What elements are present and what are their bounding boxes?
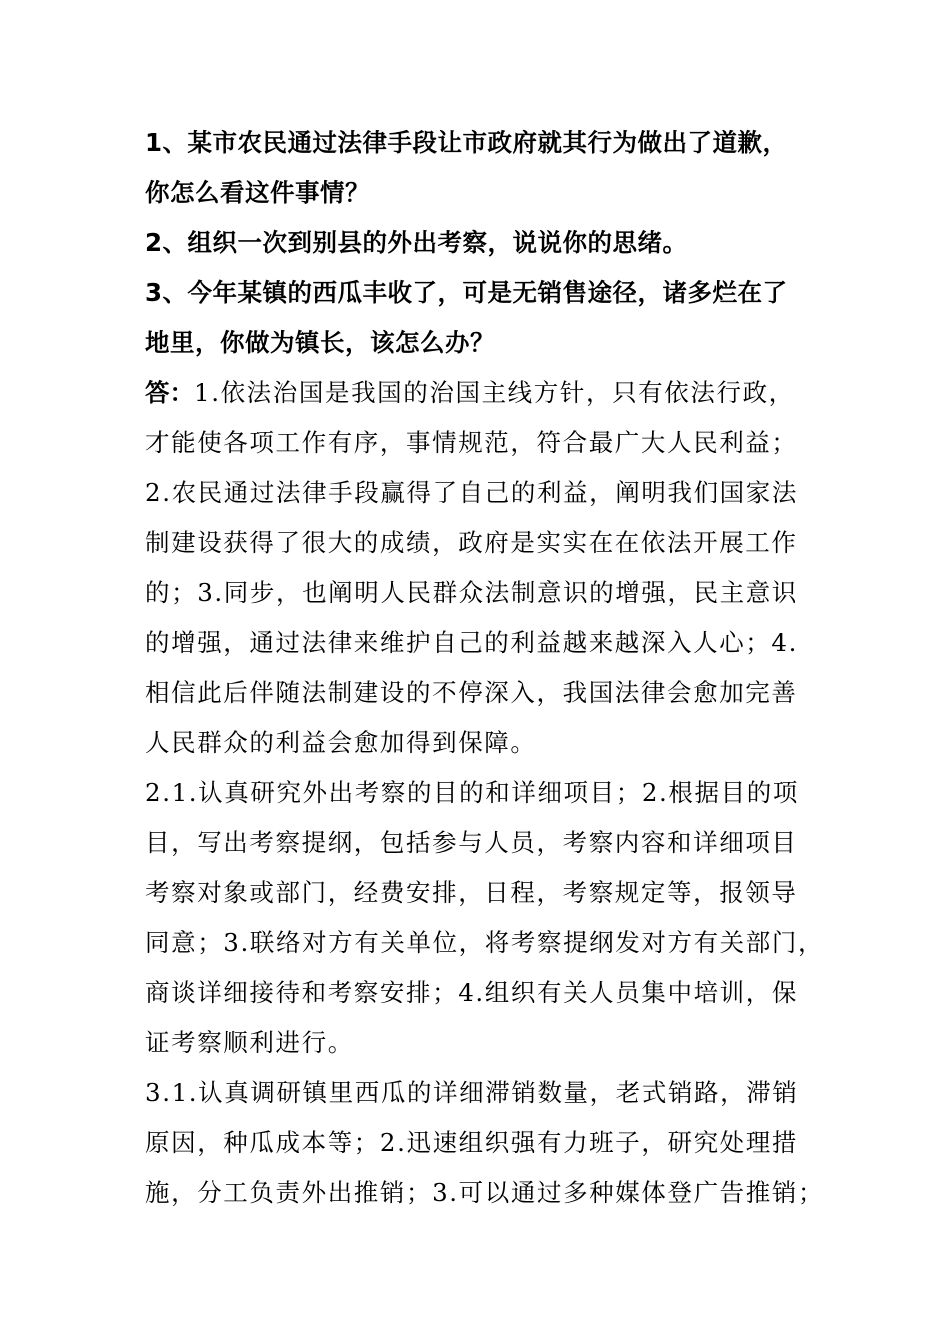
answer-line: 的增强，通过法律来维护自己的利益越来越深入人心；4. [145,628,798,657]
question-1-line-2: 你怎么看这件事情？ [145,178,370,207]
answer-line: 的；3.同步，也阐明人民群众法制意识的增强，民主意识 [145,578,798,607]
answer-line: 同意；3.联络对方有关单位，将考察提纲发对方有关部门， [145,928,825,957]
answer-first-line [145,368,825,418]
question-3-line-1: 3、今年某镇的西瓜丰收了，可是无销售途径，诸多烂在了 [145,278,788,307]
answer-line: 相信此后伴随法制建设的不停深入，我国法律会愈加完善 [145,678,798,707]
answer-line: 才能使各项工作有序，事情规范，符合最广大人民利益； [145,428,798,457]
questions-block [145,118,825,368]
answer-line: 2.农民通过法律手段赢得了自己的利益，阐明我们国家法 [145,478,798,507]
answer-line: 原因，种瓜成本等；2.迅速组织强有力班子，研究处理措 [145,1128,798,1157]
answer-line: 考察对象或部门，经费安排，日程，考察规定等，报领导 [145,878,798,907]
answer-line: 证考察顺利进行。 [145,1028,354,1057]
answer-first-line-text: 1.依法治国是我国的治国主线方针，只有依法行政， [194,378,795,407]
answer-line: 施，分工负责外出推销；3.可以通过多种媒体登广告推销； [145,1178,825,1207]
answer-block [145,368,825,1218]
answer-line: 3.1.认真调研镇里西瓜的详细滞销数量，老式销路，滞销 [145,1078,799,1107]
answer-line: 人民群众的利益会愈加得到保障。 [145,728,537,757]
question-1-line-1: 1、某市农民通过法律手段让市政府就其行为做出了道歉， [145,128,788,157]
question-3-line-2: 地里，你做为镇长，该怎么办？ [145,328,495,357]
answer-line: 商谈详细接待和考察安排；4.组织有关人员集中培训，保 [145,978,798,1007]
answer-label: 答： [145,378,194,407]
answer-line: 目，写出考察提纲，包括参与人员，考察内容和详细项目 [145,828,798,857]
answer-line: 2.1.认真研究外出考察的目的和详细项目；2.根据目的项 [145,778,799,807]
question-2-line-1: 2、组织一次到别县的外出考察，说说你的思绪。 [145,228,688,257]
document-page [145,118,825,1218]
answer-line: 制建设获得了很大的成绩，政府是实实在在依法开展工作 [145,528,798,557]
